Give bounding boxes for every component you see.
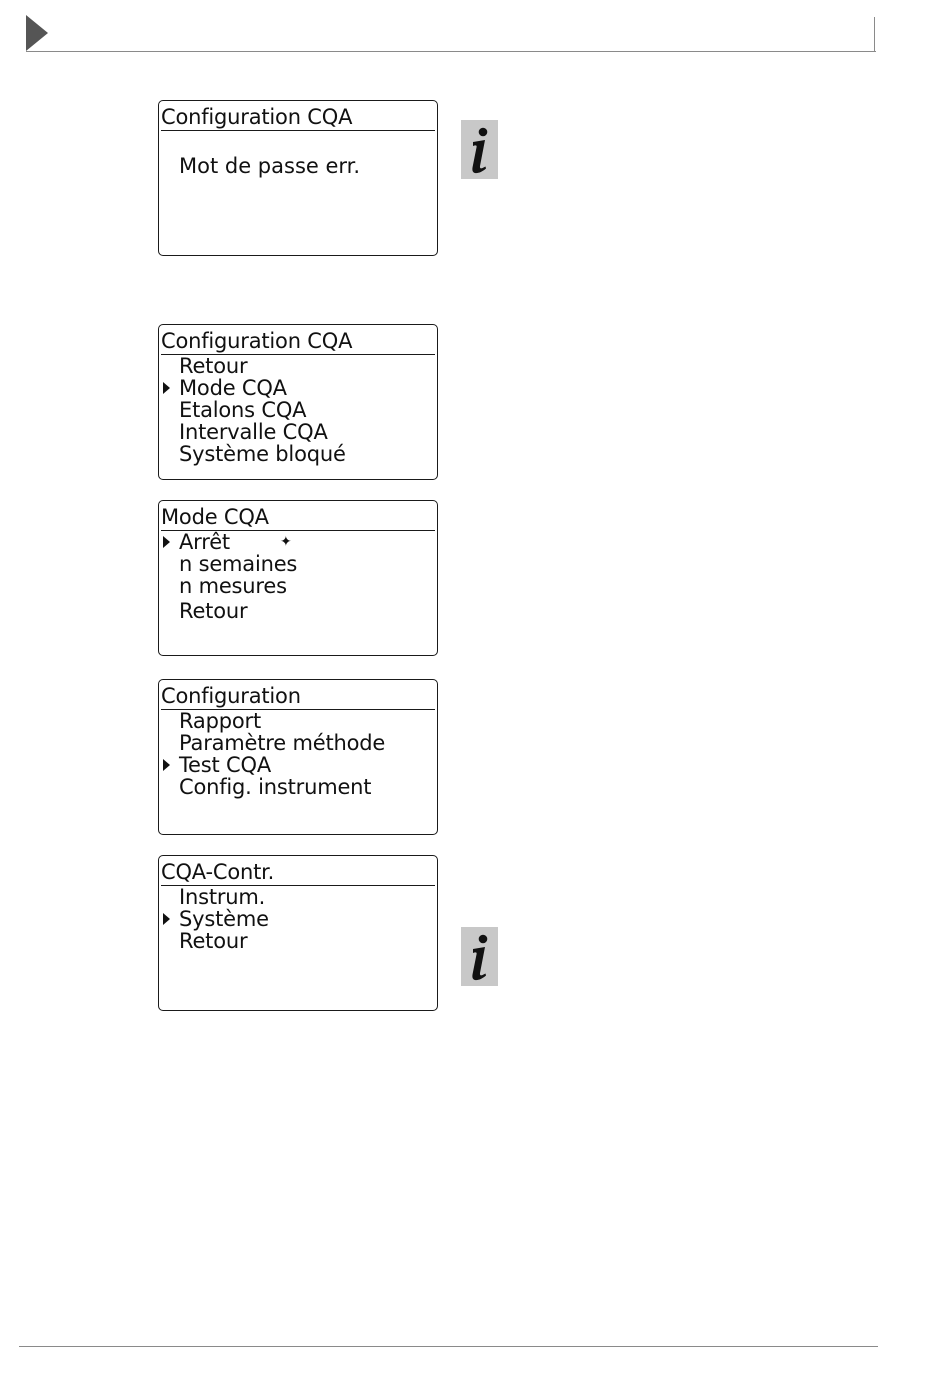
footer-rule xyxy=(19,1346,878,1347)
menu-item-etalons-cqa[interactable]: Etalons CQA xyxy=(179,398,307,422)
info-icon xyxy=(461,120,498,179)
menu-item-retour[interactable]: Retour xyxy=(179,599,248,623)
screen-title: Configuration xyxy=(161,683,435,710)
menu-item-label: Mode CQA xyxy=(179,376,287,400)
menu-item-n-mesures[interactable]: n mesures xyxy=(179,574,287,598)
cursor-triangle-icon xyxy=(163,382,170,394)
menu-item-instrum[interactable]: Instrum. xyxy=(179,885,266,909)
menu-item-rapport[interactable]: Rapport xyxy=(179,709,261,733)
menu-item-config-instrument[interactable]: Config. instrument xyxy=(179,775,372,799)
menu-item-label: Système xyxy=(179,907,269,931)
error-message: Mot de passe err. xyxy=(179,154,361,178)
menu-item-retour[interactable]: Retour xyxy=(179,354,248,378)
menu-item-arret[interactable] xyxy=(159,531,437,553)
active-marker-icon: ✦ xyxy=(280,534,292,550)
menu-item-test-cqa[interactable] xyxy=(159,754,437,776)
screen-password-error xyxy=(158,100,438,256)
screen-title: CQA-Contr. xyxy=(161,859,435,886)
menu-item-mode-cqa[interactable] xyxy=(159,377,437,399)
menu-list xyxy=(159,886,437,952)
menu-item-systeme[interactable] xyxy=(159,908,437,930)
menu-item-intervalle-cqa[interactable]: Intervalle CQA xyxy=(179,420,328,444)
info-icon xyxy=(461,927,498,986)
menu-item-parametre-methode[interactable]: Paramètre méthode xyxy=(179,731,386,755)
screen-configuration-menu xyxy=(158,679,438,835)
menu-item-retour[interactable]: Retour xyxy=(179,929,248,953)
cursor-triangle-icon xyxy=(163,759,170,771)
header-triangle-icon xyxy=(26,15,48,51)
header-rule xyxy=(26,51,876,52)
menu-item-label: Test CQA xyxy=(179,753,271,777)
screen-title: Configuration CQA xyxy=(161,328,435,355)
cursor-triangle-icon xyxy=(163,913,170,925)
screen-title: Configuration CQA xyxy=(161,104,435,131)
screen-cqa-contr-menu xyxy=(158,855,438,1011)
screen-mode-cqa-menu xyxy=(158,500,438,656)
menu-list xyxy=(159,531,437,622)
screen-config-cqa-menu xyxy=(158,324,438,480)
menu-item-systeme-bloque[interactable]: Système bloqué xyxy=(179,442,346,466)
menu-item-label: Arrêt xyxy=(179,530,230,554)
menu-list xyxy=(159,355,437,465)
header-rule-end xyxy=(874,17,875,52)
menu-list xyxy=(159,710,437,798)
screen-title: Mode CQA xyxy=(161,504,435,531)
cursor-triangle-icon xyxy=(163,536,170,548)
menu-item-n-semaines[interactable]: n semaines xyxy=(179,552,298,576)
